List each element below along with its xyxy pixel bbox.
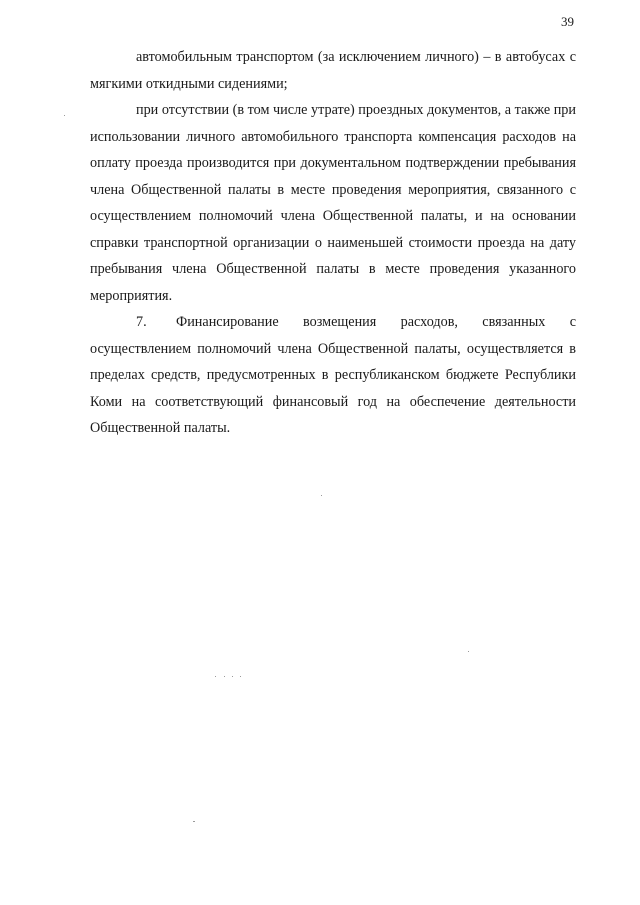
paragraph-text: Финансирование возмещения расходов, связанных с осуществлением полномочий члена Общественной палаты, осуществляется в пределах средств, предусмотренных в республиканском бюджете Республики Коми на соответствующий финансовый год на обеспечение деятельности Общественной палаты. bbox=[90, 314, 576, 436]
scan-speck bbox=[232, 676, 233, 677]
scan-speck bbox=[321, 495, 322, 496]
scan-speck bbox=[224, 676, 225, 677]
scan-speck bbox=[215, 676, 216, 677]
paragraph-text: автомобильным транспортом (за исключением личного) – в автобусах с мягкими откидными сидениями; bbox=[90, 49, 576, 92]
scan-speck bbox=[64, 115, 65, 116]
paragraph-number: 7. bbox=[136, 314, 147, 330]
scan-speck bbox=[240, 676, 241, 677]
document-body bbox=[90, 44, 576, 442]
paragraph-missing-documents bbox=[90, 97, 576, 309]
paragraph-7-financing bbox=[90, 309, 576, 442]
paragraph-bus-seats bbox=[90, 44, 576, 97]
page-number: 39 bbox=[561, 14, 574, 29]
scan-speck bbox=[468, 651, 469, 652]
scan-speck bbox=[193, 821, 195, 822]
paragraph-text: при отсутствии (в том числе утрате) проездных документов, а также при использовании личного автомобильного транспорта компенсация расходов на оплату проезда производится при документальном подтверждении пребывания члена Общественной палаты в месте проведения мероприятия, связанного с осуществлением полномочий члена Общественной палаты, и на основании справки транспортной организации о наименьшей стоимости проезда на дату пребывания члена Общественной палаты в месте проведения указанного мероприятия. bbox=[90, 102, 576, 304]
